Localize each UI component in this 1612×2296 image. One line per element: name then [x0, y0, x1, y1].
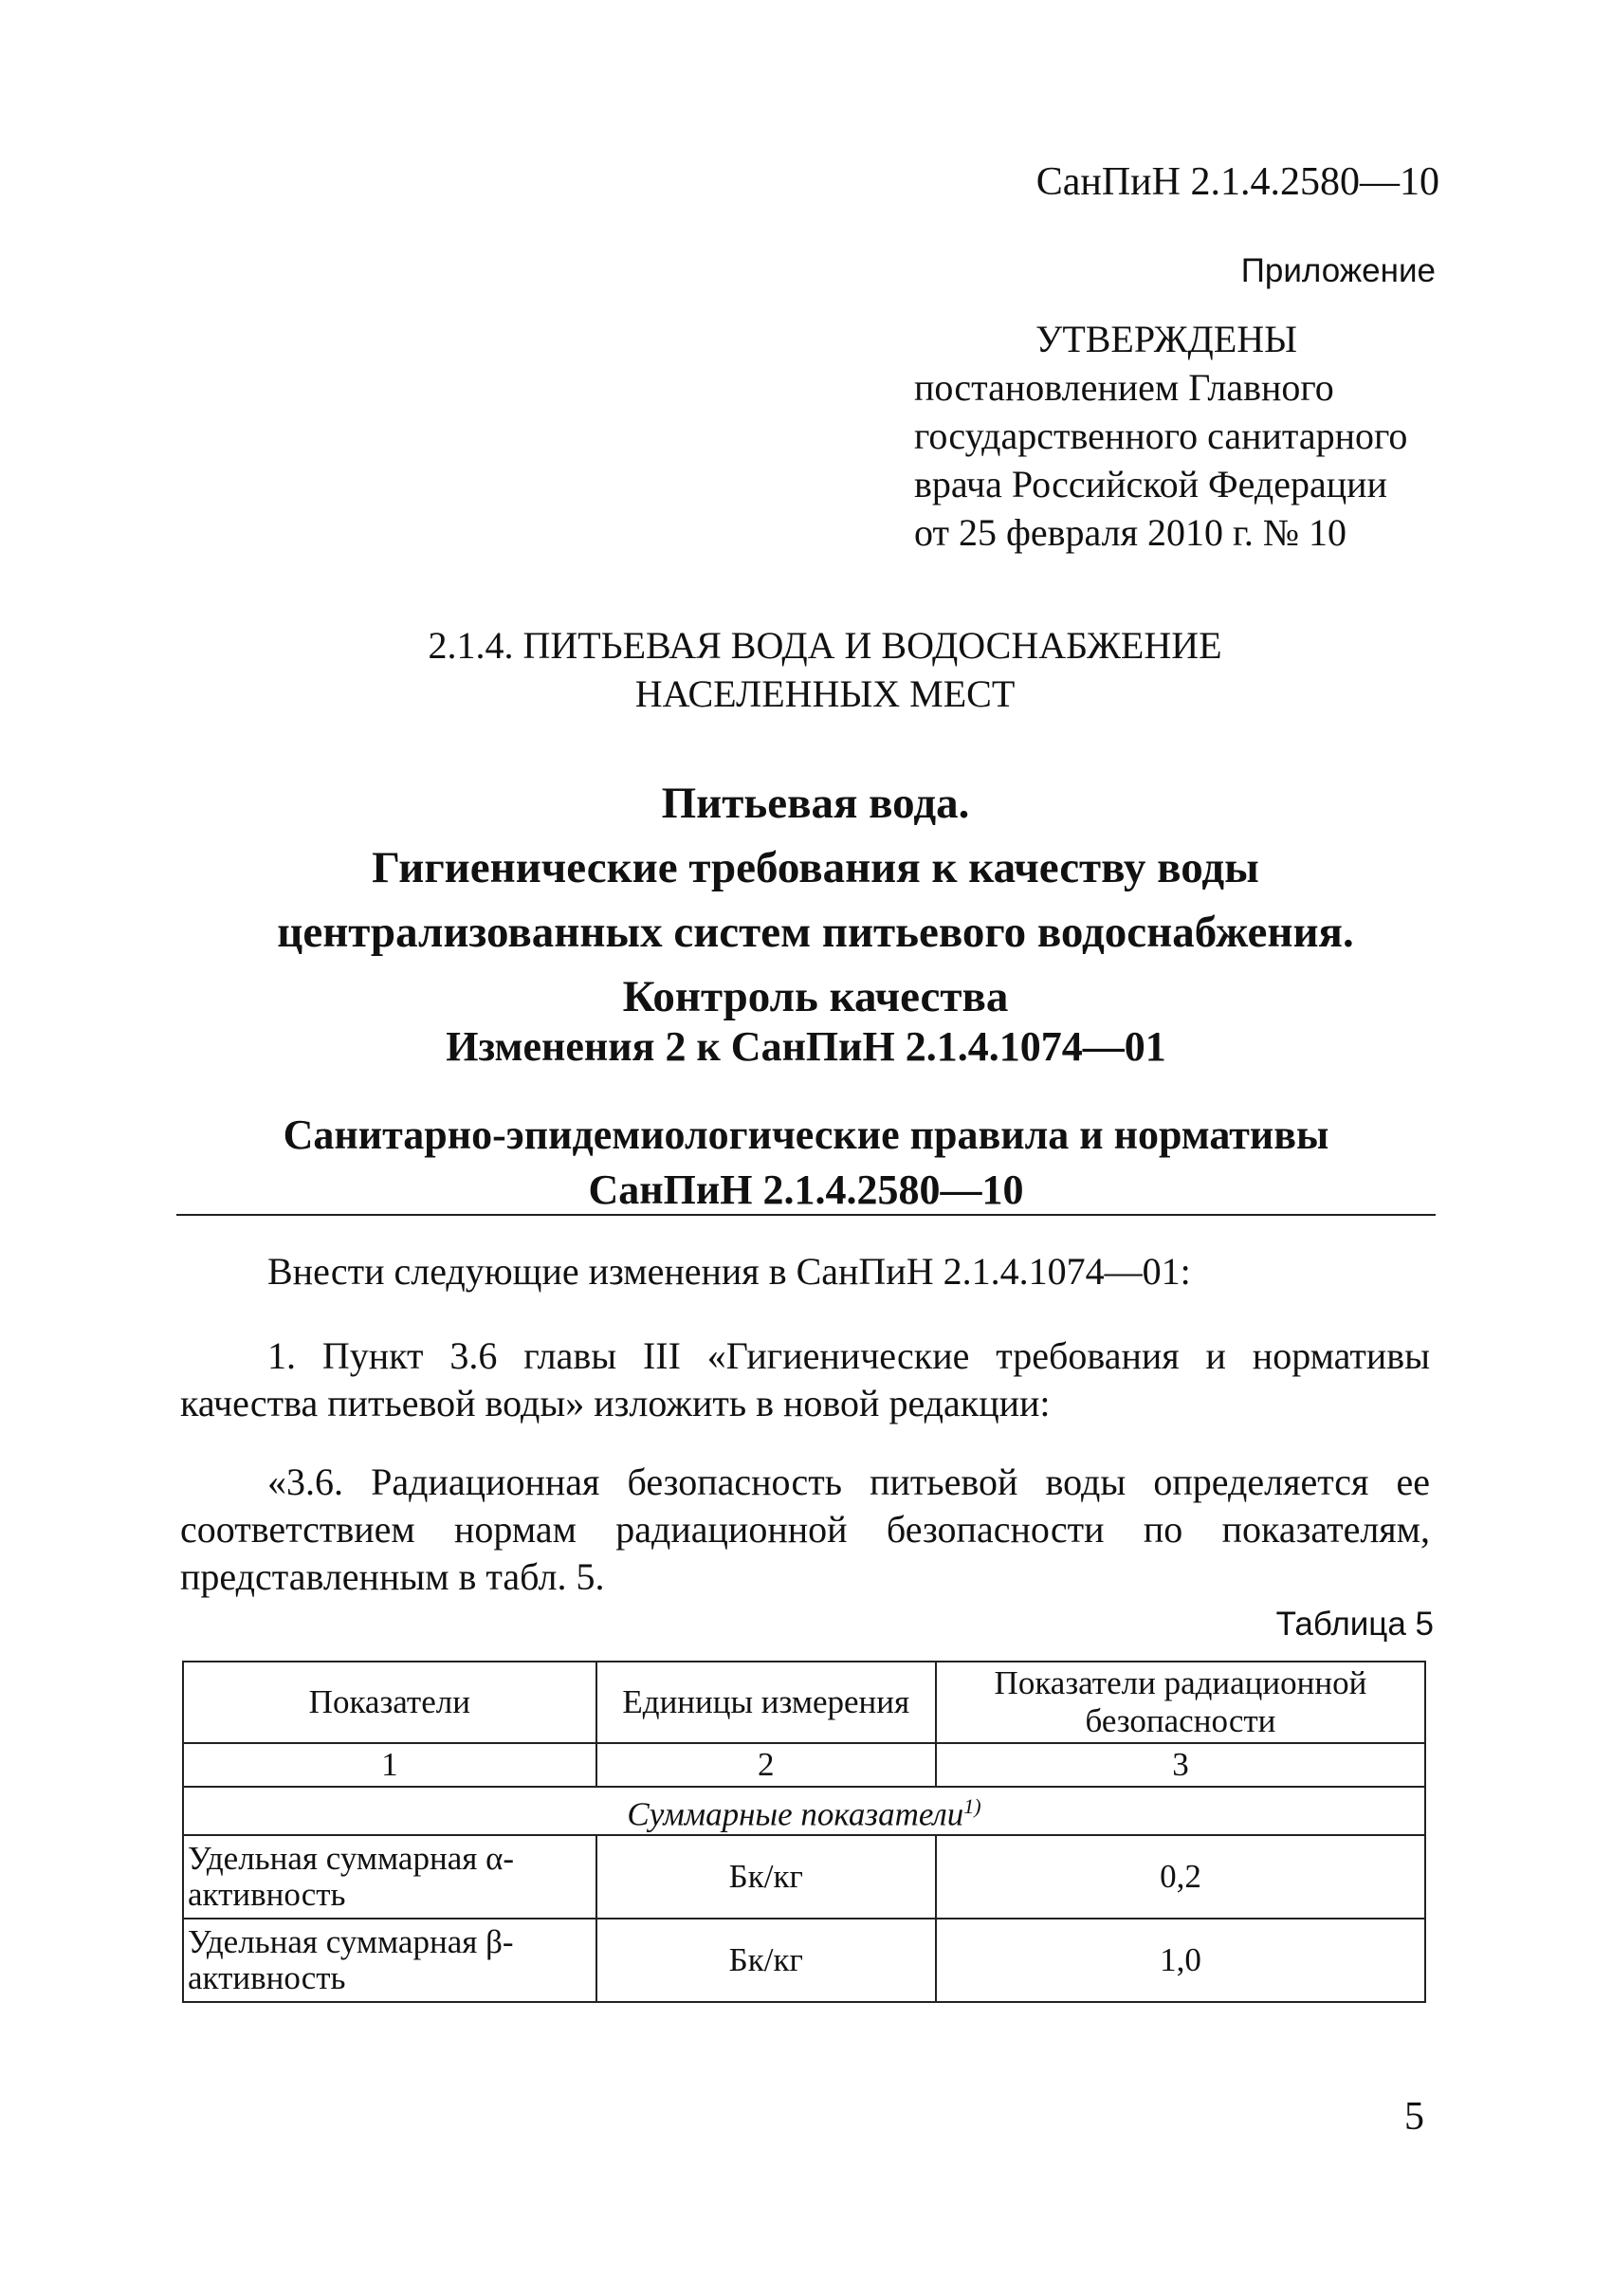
document-title-line: Питьевая вода. [661, 779, 970, 828]
group-footnote-marker: 1) [963, 1794, 981, 1818]
amendment-title: Изменения 2 к СанПиН 2.1.4.1074—01 [446, 1023, 1166, 1070]
rules-title-line: СанПиН 2.1.4.2580—10 [588, 1166, 1024, 1213]
header-safety-values: Показатели радиационной безопасности [936, 1662, 1425, 1743]
approval-line: постановлением Главного [914, 366, 1334, 409]
rules-title-line: Санитарно-эпидемиологические правила и нормативы [283, 1111, 1329, 1158]
table-row [183, 1919, 1425, 2002]
row-unit: Бк/кг [596, 1835, 936, 1919]
header-indicators: Показатели [183, 1662, 596, 1743]
document-title [0, 771, 1612, 1029]
page-number: 5 [1404, 2095, 1424, 2139]
row-value: 0,2 [936, 1835, 1425, 1919]
paragraph-item-1 [180, 1332, 1430, 1427]
paragraph-item-1-text: 1. Пункт 3.6 главы III «Гигиенические требования и нормативы качества питьевой воды» изложить в новой редакции: [180, 1334, 1430, 1424]
table-caption: Таблица 5 [1275, 1606, 1434, 1643]
approval-title: УТВЕРЖДЕНЫ [1035, 318, 1298, 360]
row-value: 1,0 [936, 1919, 1425, 2002]
paragraph-3-6 [180, 1459, 1430, 1601]
appendix-label: Приложение [1240, 252, 1436, 289]
column-number: 3 [936, 1743, 1425, 1787]
table-column-numbers-row [183, 1743, 1425, 1787]
rules-title [0, 1108, 1612, 1218]
radiation-safety-table [182, 1661, 1426, 2003]
paragraph-intro-text: Внести следующие изменения в СанПиН 2.1.4.1074—01: [267, 1250, 1191, 1293]
column-number: 2 [596, 1743, 936, 1787]
table-row [183, 1835, 1425, 1919]
approval-line: государственного санитарного [914, 414, 1408, 457]
document-code: СанПиН 2.1.4.2580—10 [1035, 160, 1439, 204]
document-title-line: Гигиенические требования к качеству воды [372, 843, 1259, 892]
row-indicator: Удельная суммарная α-активность [183, 1835, 596, 1919]
horizontal-divider [176, 1214, 1436, 1216]
group-label: Суммарные показатели [627, 1795, 964, 1833]
approval-line: врача Российской Федерации [914, 463, 1387, 505]
approval-block [914, 315, 1407, 557]
table-group-row [183, 1787, 1425, 1835]
document-title-line: централизованных систем питьевого водоснабжения. [277, 908, 1354, 957]
table-header-row [183, 1662, 1425, 1743]
row-indicator: Удельная суммарная β-активность [183, 1919, 596, 2002]
approval-line: от 25 февраля 2010 г. № 10 [914, 511, 1347, 554]
row-unit: Бк/кг [596, 1919, 936, 2002]
header-units: Единицы измерения [596, 1662, 936, 1743]
paragraph-3-6-text: «3.6. Радиационная безопасность питьевой воды определяется ее соответствием нормам радиационной безопасности по показателям, представленным в табл. 5. [180, 1460, 1430, 1598]
document-title-line: Контроль качества [622, 972, 1009, 1021]
section-heading-line: НАСЕЛЕННЫХ МЕСТ [634, 672, 1016, 715]
paragraph-intro [180, 1248, 1430, 1295]
section-heading [0, 621, 1612, 718]
section-heading-line: 2.1.4. ПИТЬЕВАЯ ВОДА И ВОДОСНАБЖЕНИЕ [428, 624, 1222, 667]
column-number: 1 [183, 1743, 596, 1787]
group-label-cell [183, 1787, 1425, 1835]
